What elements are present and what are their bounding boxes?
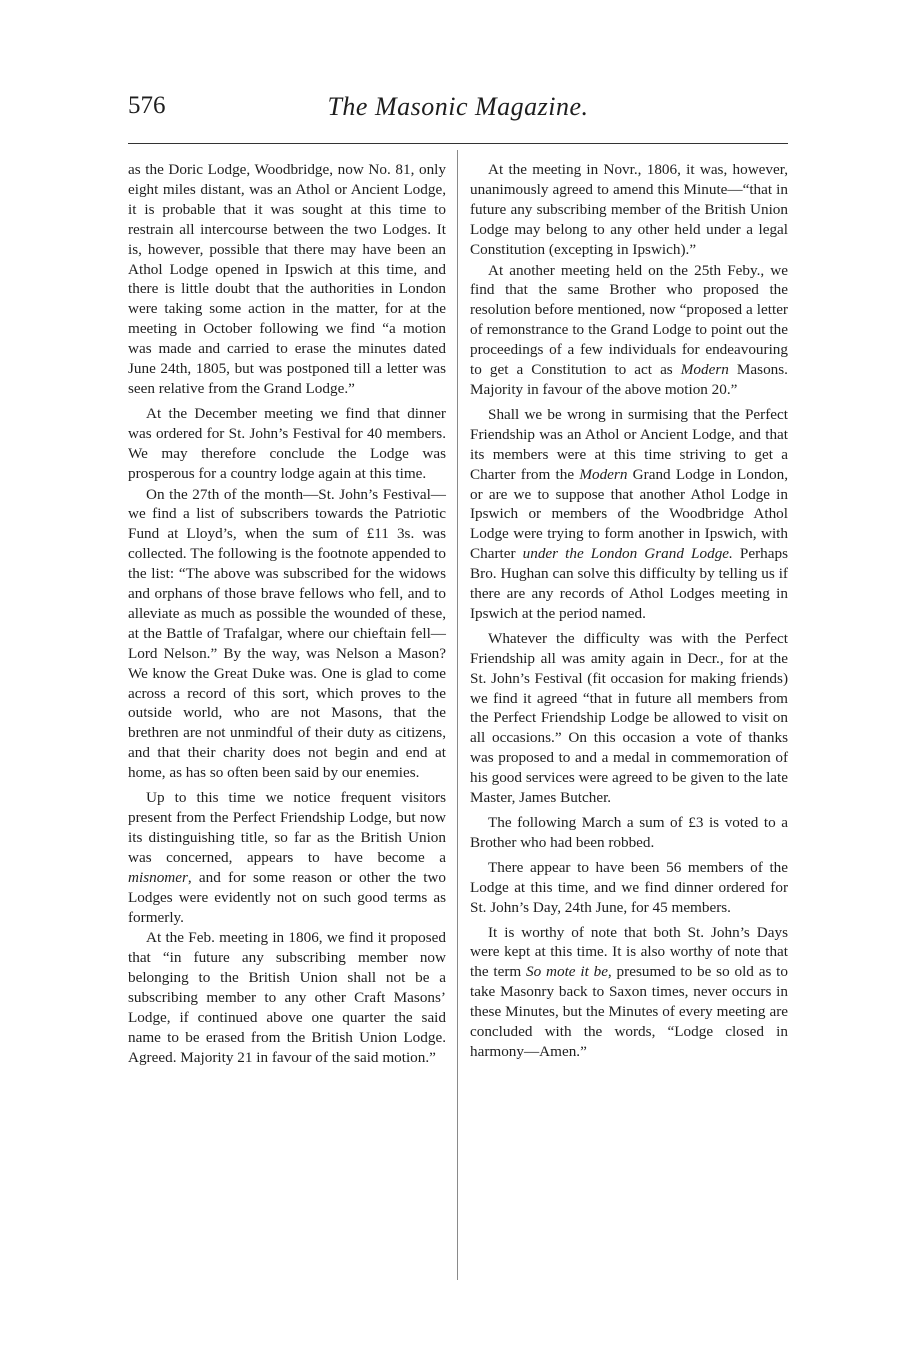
paragraph <box>470 923 788 1062</box>
left-column <box>128 160 446 1073</box>
italic-text: Modern <box>680 361 729 379</box>
italic-text: misnomer <box>128 868 188 886</box>
text-run: Up to this time we notice frequent visitors present from the Perfect Friendship Lodge, but now its distinguishing title, so far as the British Union was concerned, appears to have become a <box>128 789 446 866</box>
italic-text: under the London Grand Lodge. <box>522 545 733 563</box>
paragraph: At the December meeting we find that dinner was ordered for St. John’s Festival for 40 members. We may therefore conclude the Lodge was prosperous for a country lodge again at this time. <box>128 404 446 482</box>
text-run: Shall we be wrong in surmising that the Perfect Friendship was an Athol or Ancient Lodge, and that its members were at this time striving to get a Charter from the <box>470 405 788 483</box>
paragraph: On the 27th of the month—St. John’s Festival—we find a list of subscribers towards the Patriotic Fund at Lloyd’s, when the sum of £11 3s. was collected. The following is the footnote appended to the list: “The above was subscribed for the widows and orphans of those brave fellows who fell, and to alleviate as much as possible the wounded of these, at the Battle of Trafalgar, where our chieftain fell—Lord Nelson.” By the way, was Nelson a Mason? We know the Great Duke was. One is glad to come across a record of this sort, which proves to the outside world, who are not Masons, that the brethren are not unmindful of their duty as citizens, and that their charity does not begin and end at home, as has so often been said by our enemies. <box>128 485 446 782</box>
paragraph: At the Feb. meeting in 1806, we find it proposed that “in future any subscribing member now belonging to the British Union shall not be a subscribing member to any other Craft Masons’ Lodge, if continued above one quarter the said name to be erased from the British Union Lodge. Agreed. Majority 21 in favour of the said motion.” <box>128 929 446 1066</box>
text-run: presumed to be so old as to take Masonry back to Saxon times, never occurs in these Minutes, but the Minutes of every meeting are concluded with the words, “Lodge closed in harmony—Amen.” <box>470 963 788 1060</box>
text-run: Grand Lodge in London, or are we to suppose that another Athol Lodge in Ipswich or members of the Woodbridge Athol Lodge were trying to form another in Ipswich, with Charter <box>470 465 789 563</box>
paragraph <box>470 405 788 624</box>
paragraph <box>128 788 446 927</box>
paragraph: There appear to have been 56 members of the Lodge at this time, and we find dinner ordered for St. John’s Day, 24th June, for 45 members. <box>470 858 788 916</box>
text-run: Perhaps Bro. Hughan can solve this difficulty by telling us if there are any records of Athol Lodges meeting in Ipswich at the period named. <box>470 545 789 622</box>
page-number: 576 <box>128 92 166 119</box>
paragraph: At the meeting in Novr., 1806, it was, however, unanimously agreed to amend this Minute—“that in future any subscribing member of the British Union Lodge may belong to any other held under a legal Constitution (excepting in Ipswich).” <box>470 161 788 258</box>
paragraph: The following March a sum of £3 is voted to a Brother who had been robbed. <box>470 814 788 851</box>
running-title: The Masonic Magazine. <box>327 92 589 121</box>
paragraph <box>470 261 788 400</box>
italic-text: So mote it be, <box>526 963 612 981</box>
paragraph: Whatever the difficulty was with the Perfect Friendship all was amity again in Decr., for at the St. John’s Festival (fit occasion for making friends) we find it agreed “that in future all members from the Perfect Friendship Lodge be allowed to visit on all occasions.” On this occasion a vote of thanks was proposed to and a medal in commemoration of his good services were agreed to be given to the late Master, James Butcher. <box>470 629 788 807</box>
paragraph: as the Doric Lodge, Woodbridge, now No. 81, only eight miles distant, was an Athol or Ancient Lodge, it is probable that it was sought at this time to restrain all intercourse between the two Lodges. It is, however, possible that there may have been an Athol Lodge opened in Ipswich at this time, and there is little doubt that the authorities in London were taking some action in the matter, for at the meeting in October following we find “a motion was made and carried to erase the minutes dated June 24th, 1805, but was postponed till a letter was seen relative from the Grand Lodge.” <box>128 161 446 397</box>
page-header <box>128 92 788 126</box>
text-run: , and for some reason or other the two Lodges were evidently not on such good terms as formerly. <box>128 868 446 926</box>
column-divider <box>457 150 458 1280</box>
text-run: At another meeting held on the 25th Feby., we find that the same Brother who proposed the resolution before mentioned, now “proposed a letter of remonstrance to the Grand Lodge to point out the proceedings of a few individuals for endeavouring to get a Constitution to act as <box>470 261 788 379</box>
italic-text: Modern <box>579 465 628 483</box>
header-rule <box>128 143 788 144</box>
right-column <box>470 160 788 1067</box>
text-run: Masons. Majority in favour of the above motion 20.” <box>470 361 788 398</box>
text-run: It is worthy of note that both St. John’s Days were kept at this time. It is also worthy of note that the term <box>470 923 788 981</box>
